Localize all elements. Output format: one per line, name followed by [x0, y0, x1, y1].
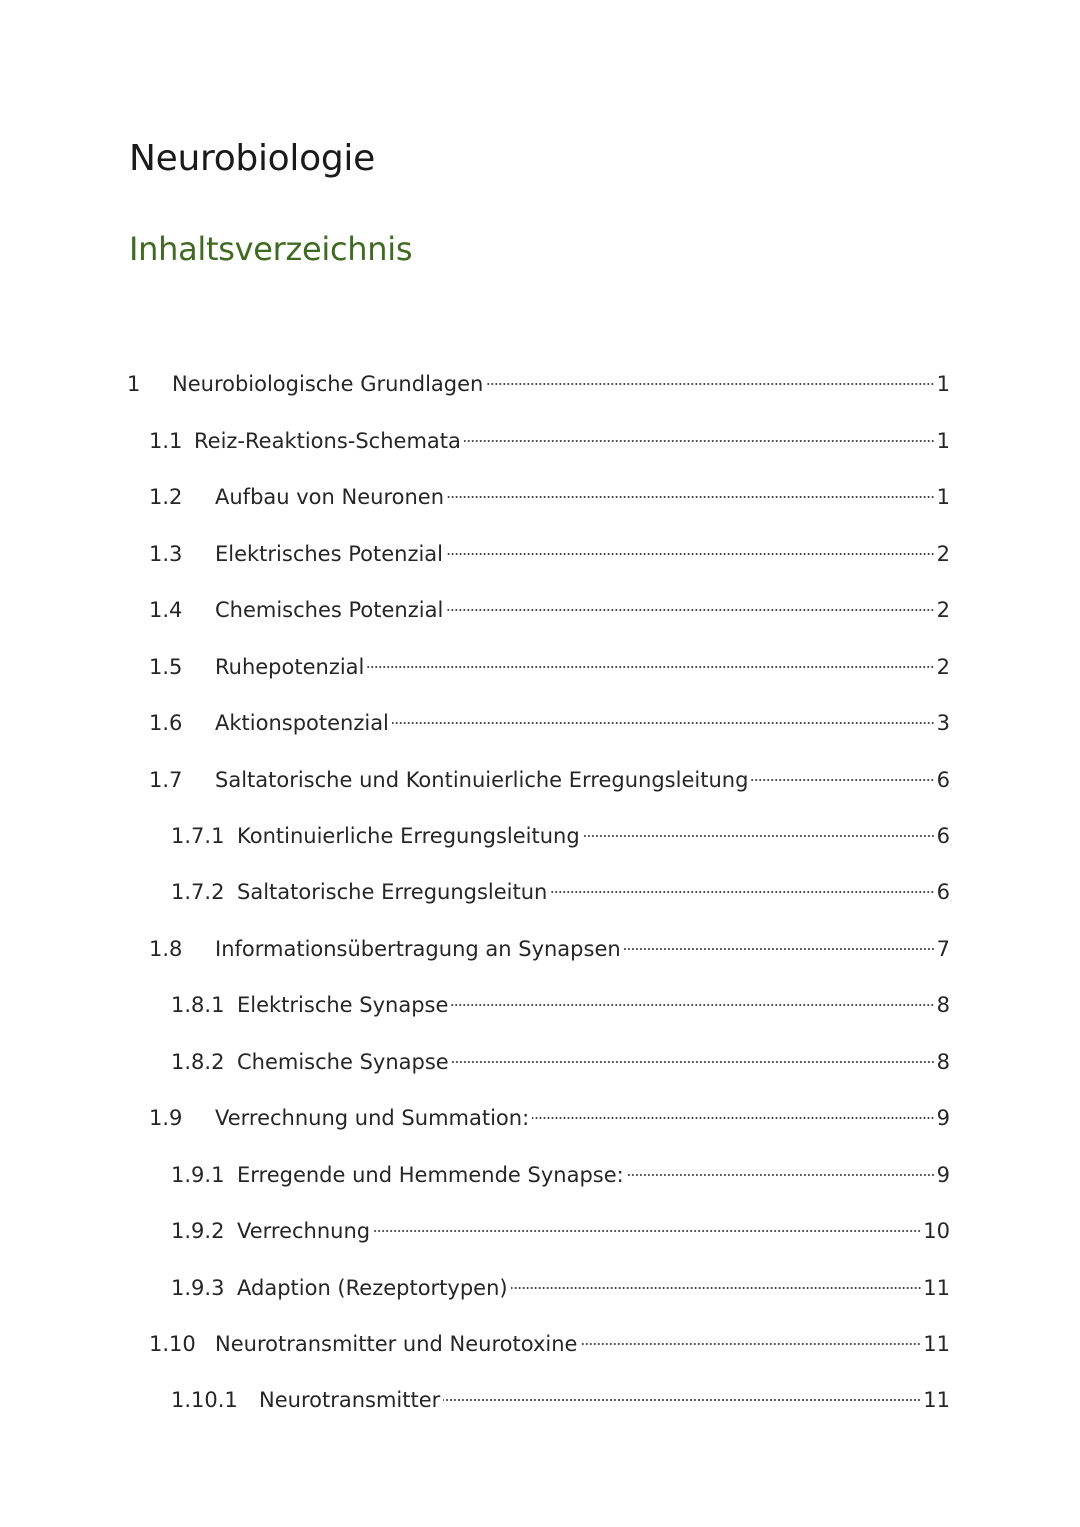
toc-dot-leader [580, 1343, 921, 1345]
toc-entry-number: 1.8.2 [171, 1050, 225, 1074]
toc-dot-leader [511, 1287, 922, 1289]
toc-entry-page: 2 [936, 598, 950, 622]
toc-entry-page: 2 [936, 542, 950, 566]
toc-dot-leader [532, 1117, 934, 1119]
toc-entry[interactable] [149, 1329, 950, 1359]
toc-entry[interactable] [171, 1047, 950, 1077]
toc-entry-page: 11 [923, 1276, 950, 1300]
toc-entry-number: 1.7.1 [171, 824, 225, 848]
toc-entry-page: 9 [936, 1163, 950, 1187]
toc-entry[interactable] [171, 990, 950, 1020]
toc-entry-number: 1.7 [149, 768, 183, 792]
toc-entry-title: Informationsübertragung an Synapsen [215, 937, 621, 961]
toc-dot-leader [446, 609, 934, 611]
toc-entry-number: 1.9.1 [171, 1163, 225, 1187]
toc-entry-number: 1.7.2 [171, 880, 225, 904]
toc-entry[interactable] [171, 821, 950, 851]
toc-entry[interactable] [149, 1103, 950, 1133]
toc-entry-number: 1.9 [149, 1106, 183, 1130]
toc-entry-title: Neurotransmitter [259, 1388, 441, 1412]
toc-entry-title: Neurobiologische Grundlagen [172, 372, 484, 396]
toc-entry[interactable] [171, 1273, 950, 1303]
toc-entry-page: 11 [923, 1332, 950, 1356]
toc-entry-title: Verrechnung und Summation: [215, 1106, 530, 1130]
toc-entry-number: 1 [127, 372, 141, 396]
toc-dot-leader [464, 440, 935, 442]
toc-dot-leader [550, 891, 934, 893]
toc-entry-title: Erregende und Hemmende Synapse: [237, 1163, 624, 1187]
toc-dot-leader [443, 1399, 921, 1401]
toc-entry-page: 6 [936, 880, 950, 904]
toc-entry-number: 1.9.2 [171, 1219, 225, 1243]
document-title: Neurobiologie [129, 138, 375, 179]
toc-entry-title: Verrechnung [237, 1219, 371, 1243]
toc-entry-title: Saltatorische Erregungsleitun [237, 880, 548, 904]
toc-entry-page: 9 [936, 1106, 950, 1130]
toc-entry-number: 1.3 [149, 542, 183, 566]
toc-entry-title: Saltatorische und Kontinuierliche Erregungsleitung [215, 768, 749, 792]
toc-entry[interactable] [149, 426, 950, 456]
toc-entry-page: 1 [936, 429, 950, 453]
toc-dot-leader [627, 1174, 935, 1176]
toc-entry-page: 1 [936, 485, 950, 509]
toc-heading: Inhaltsverzeichnis [129, 230, 413, 268]
toc-entry-number: 1.2 [149, 485, 183, 509]
toc-entry-number: 1.10 [149, 1332, 196, 1356]
toc-entry-title: Ruhepotenzial [215, 655, 365, 679]
toc-entry-title: Chemisches Potenzial [215, 598, 444, 622]
toc-entry-title: Chemische Synapse [237, 1050, 449, 1074]
toc-entry-number: 1.10.1 [171, 1388, 238, 1412]
toc-dot-leader [373, 1230, 921, 1232]
toc-entry[interactable] [149, 765, 950, 795]
toc-entry[interactable] [127, 369, 950, 399]
toc-entry-title: Kontinuierliche Erregungsleitung [237, 824, 580, 848]
toc-entry-page: 8 [936, 1050, 950, 1074]
toc-entry-number: 1.6 [149, 711, 183, 735]
toc-dot-leader [392, 722, 935, 724]
toc-entry-page: 2 [936, 655, 950, 679]
toc-entry[interactable] [171, 877, 950, 907]
toc-dot-leader [486, 383, 934, 385]
toc-entry[interactable] [171, 1160, 950, 1190]
toc-entry-title: Aufbau von Neuronen [215, 485, 445, 509]
toc-dot-leader [624, 948, 935, 950]
toc-entry-title: Elektrische Synapse [237, 993, 449, 1017]
toc-entry-number: 1.8.1 [171, 993, 225, 1017]
toc-entry-page: 11 [923, 1388, 950, 1412]
toc-entry[interactable] [149, 595, 950, 625]
toc-dot-leader [446, 553, 935, 555]
toc-dot-leader [583, 835, 935, 837]
toc-entry-title: Adaption (Rezeptortypen) [237, 1276, 508, 1300]
toc-entry-page: 6 [936, 824, 950, 848]
toc-dot-leader [751, 779, 934, 781]
toc-dot-leader [451, 1004, 934, 1006]
toc-dot-leader [367, 666, 934, 668]
toc-entry-page: 10 [923, 1219, 950, 1243]
toc-entry[interactable] [149, 708, 950, 738]
toc-entry-number: 1.5 [149, 655, 183, 679]
toc-dot-leader [452, 1061, 935, 1063]
toc-entry-page: 1 [936, 372, 950, 396]
toc-entry-number: 1.1 [149, 429, 183, 453]
toc-entry-page: 6 [936, 768, 950, 792]
toc-entry[interactable] [149, 652, 950, 682]
toc-entry[interactable] [149, 539, 950, 569]
toc-entry[interactable] [171, 1216, 950, 1246]
toc-entry-number: 1.4 [149, 598, 183, 622]
toc-entry-page: 7 [936, 937, 950, 961]
toc-entry-title: Elektrisches Potenzial [215, 542, 444, 566]
toc-entry-number: 1.8 [149, 937, 183, 961]
toc-entry-page: 3 [936, 711, 950, 735]
toc-entry[interactable] [149, 934, 950, 964]
toc-dot-leader [447, 496, 935, 498]
toc-entry[interactable] [171, 1385, 950, 1415]
toc-entry[interactable] [149, 482, 950, 512]
toc-entry-title: Aktionspotenzial [215, 711, 389, 735]
toc-entry-title: Reiz-Reaktions-Schemata [194, 429, 461, 453]
toc-entry-number: 1.9.3 [171, 1276, 225, 1300]
toc-entry-page: 8 [936, 993, 950, 1017]
toc-entry-title: Neurotransmitter und Neurotoxine [215, 1332, 578, 1356]
